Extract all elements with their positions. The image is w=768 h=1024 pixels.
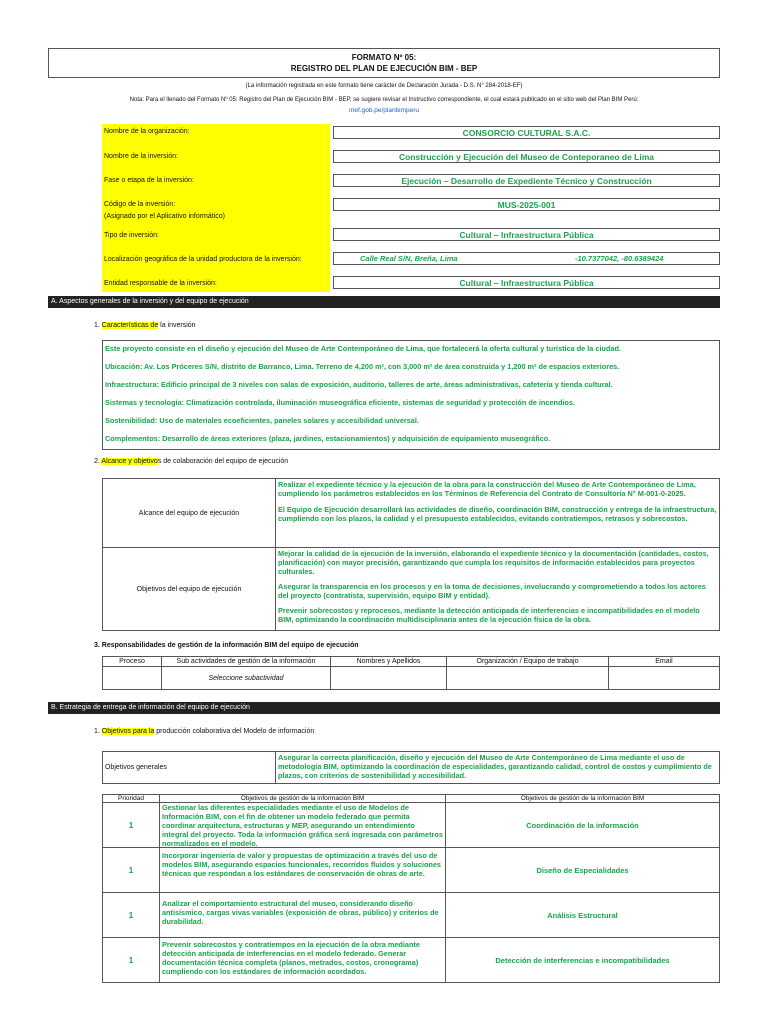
obj-objective[interactable]: Coordinación de la información [445,802,720,848]
value-organization[interactable]: CONSORCIO CULTURAL S.A.C. [333,126,720,139]
characteristic-item: Infraestructura: Edificio principal de 3 niveles con salas de exposición, auditorio, talleres de arte, áreas administrativas, cafetería y tienda cultural. [105,380,613,389]
resp-header-process: Proceso [102,656,162,667]
section-a-subtitle-1 [94,322,196,329]
resp-cell-process[interactable] [102,666,162,690]
label-investment-code-note: (Asignado por el Aplicativo informático) [104,213,226,220]
resp-header-subactivities: Sub actividades de gestión de la información [161,656,331,667]
objetivos-paragraph: Mejorar la calidad de la ejecución de la inversión, elaborando el expediente técnico y la documentación (cantidades, costos, planificación) con mayor precisión, garantizando que cumpla los requisitos de información establecidos para proyectos culturales. [278,549,709,576]
obj-description[interactable]: Incorporar ingeniería de valor y propuestas de optimización a través del uso de modelos BIM, asegurando espacios funcionales, recorridos fluidos y soluciones técnicas que respondan a los estándares de conservación de obras de arte. [159,847,446,893]
subtitle-rest: producción colaborativa del Modelo de información [154,728,315,735]
characteristic-item: Este proyecto consiste en el diseño y ejecución del Museo de Arte Contemporáneo de Lima, que fortalecerá la oferta cultural y turística de la ciudad. [105,344,621,353]
resp-cell-names[interactable] [330,666,447,690]
section-b-header: B. Estrategia de entrega de información del equipo de ejecución [48,702,720,714]
label-investment-name: Nombre de la inversión: [104,153,178,160]
alcance-label: Alcance del equipo de ejecución [102,478,276,548]
value-investment-type[interactable]: Cultural – Infraestructura Pública [333,228,720,241]
label-phase: Fase o etapa de la inversión: [104,177,194,184]
info-label-column [102,124,330,292]
instruction-note: Nota: Para el llenado del Formato Nº 05: Registro del Plan de Ejecución BIM - BEP, se sugiere revisar el Instructivo correspondiente, el cual estará publicado en el sitio web del Plan BIM Perú: [129,97,639,103]
subtitle-number: 1. [94,728,100,735]
label-organization: Nombre de la organización: [104,128,190,135]
section-a-header: A. Aspectos generales de la inversión y del equipo de ejecución [48,296,720,308]
general-objectives-text[interactable]: Asegurar la correcta planificación, diseño y ejecución del Museo de Arte Contemporáneo de Lima mediante el uso de metodología BIM, optimizando la coordinación de especialidades, garantizando calidad, control de costos y cumplimiento de plazos, con criterios de sostenibilidad y accesibilidad. [275,751,720,784]
label-investment-type: Tipo de inversión: [104,232,159,239]
characteristic-item: Sistemas y tecnología: Climatización controlada, iluminación museográfica eficiente, sistemas de seguridad y protección de incendios. [105,398,575,407]
objetivos-label: Objetivos del equipo de ejecución [102,547,276,631]
subtitle-highlight: Objetivos para la [101,728,155,735]
characteristics-box[interactable] [102,340,720,450]
obj-header-priority: Prioridad [102,794,160,803]
resp-header-email: Email [608,656,720,667]
objetivos-paragraph: Prevenir sobrecostos y reprocesos, mediante la detección anticipada de interferencias e incompatibilidades en el modelo BIM, optimizando la coordinación multidisciplinaria antes de la ejecución física de la obra. [278,606,700,624]
alcance-paragraph: El Equipo de Ejecución desarrollará las actividades de diseño, coordinación BIM, construcción y entrega de la infraestructura, cumpliendo con los plazos, la calidad y el presupuesto establecidos, evitando contratiempos, retrasos y sobrecostos. [278,505,717,523]
alcance-text-box[interactable] [275,478,720,548]
value-location-coordinates: -10.7377042, -80.6389424 [575,254,664,263]
subtitle-rest: la inversión [158,322,196,329]
label-location: Localización geográfica de la unidad productora de la inversión: [104,256,302,263]
value-phase[interactable]: Ejecución – Desarrollo de Expediente Técnico y Construcción [333,174,720,187]
characteristic-item: Sostenibilidad: Uso de materiales ecoeficientes, paneles solares y accesibilidad universal. [105,416,419,425]
section-b-subtitle-1 [94,728,314,735]
obj-priority[interactable]: 1 [102,802,160,848]
obj-description[interactable]: Analizar el comportamiento estructural del museo, considerando diseño antisísmico, cargas vivas variables (exposición de obras, público) y criterios de durabilidad. [159,892,446,938]
obj-description[interactable]: Prevenir sobrecostos y contratiempos en la ejecución de la obra mediante detección anticipada de interferencias en el modelo federado. Generar documentación técnica completa (planos, metrados, costos, cronograma) cumpliendo con los estándares de información acordados. [159,937,446,983]
subtitle-number: 2. [94,458,100,465]
label-investment-code: Código de la inversión: [104,201,176,208]
characteristic-item: Ubicación: Av. Los Próceres S/N, distrito de Barranco, Lima. Terreno de 4,200 m², con 3,000 m² de área construida y 1,200 m² de espacios exteriores. [105,362,620,371]
general-objectives-label: Objetivos generales [102,751,276,784]
value-responsible-entity[interactable]: Cultural – Infraestructura Pública [333,276,720,289]
label-responsible-entity: Entidad responsable de la inversión: [104,280,217,287]
obj-objective[interactable]: Análisis Estructural [445,892,720,938]
form-title-line1: FORMATO Nº 05: [351,53,417,62]
characteristic-item: Complementos: Desarrollo de áreas exteriores (plaza, jardines, estacionamientos) y adquisición de equipamiento museográfico. [105,434,551,443]
section-a-subtitle-3: 3. Responsabilidades de gestión de la información BIM del equipo de ejecución [94,642,359,649]
objetivos-paragraph: Asegurar la transparencia en los procesos y en la toma de decisiones, involucrando y comprometiendo a todos los actores del proyecto (contratista, supervisión, equipo BIM y entidad). [278,582,706,600]
subtitle-highlight: Características de [101,322,159,329]
resp-cell-organization[interactable] [446,666,609,690]
value-investment-code[interactable]: MUS-2025-001 [333,198,720,211]
section-a-subtitle-2 [94,458,288,465]
resp-cell-email[interactable] [608,666,720,690]
objetivos-text-box[interactable] [275,547,720,631]
obj-priority[interactable]: 1 [102,847,160,893]
obj-description[interactable]: Gestionar las diferentes especialidades mediante el uso de Modelos de Información BIM, con el fin de obtener un modelo federado que permita coordinar arquitectura, estructuras y MEP, asegurando un entendimiento integral del proyecto. Toda la información gráfica será ingresada con parámetros normalizados en el modelo. [159,802,446,848]
resp-header-organization: Organización / Equipo de trabajo [446,656,609,667]
subtitle-rest: s de colaboración del equipo de ejecución [157,458,289,465]
form-title-box [48,48,720,78]
declaration-note: (La información registrada en este formato tiene carácter de Declaración Jurada - D.S. N° 284-2018-EF) [245,83,523,89]
value-location-address: Calle Real S/N, Breña, Lima [360,254,458,263]
resp-header-names: Nombres y Apellidos [330,656,447,667]
obj-priority[interactable]: 1 [102,937,160,983]
obj-priority[interactable]: 1 [102,892,160,938]
value-investment-name[interactable]: Construcción y Ejecución del Museo de Conteporaneo de Lima [333,150,720,163]
subtitle-highlight: Alcance y objetivo [101,458,158,465]
obj-header-description: Objetivos de gestión de la información BIM [159,794,446,803]
subtitle-number: 1. [94,322,100,329]
obj-header-objective: Objetivos de gestión de la información BIM [445,794,720,803]
plan-bim-url[interactable]: mef.gob.pe/planbimperu [348,107,420,114]
form-title-line2: REGISTRO DEL PLAN DE EJECUCIÓN BIM - BEP [290,64,478,73]
resp-cell-subactivity-select[interactable]: Seleccione subactividad [161,666,331,690]
alcance-paragraph: Realizar el expediente técnico y la ejecución de la obra para la construcción del Museo de Arte Contemporáneo de Lima, cumpliendo los parámetros establecidos en los Términos de Referencia del Contrato de Consultoría N° M-001-0-2025. [278,480,696,498]
obj-objective[interactable]: Detección de interferencias e incompatibilidades [445,937,720,983]
obj-objective[interactable]: Diseño de Especialidades [445,847,720,893]
